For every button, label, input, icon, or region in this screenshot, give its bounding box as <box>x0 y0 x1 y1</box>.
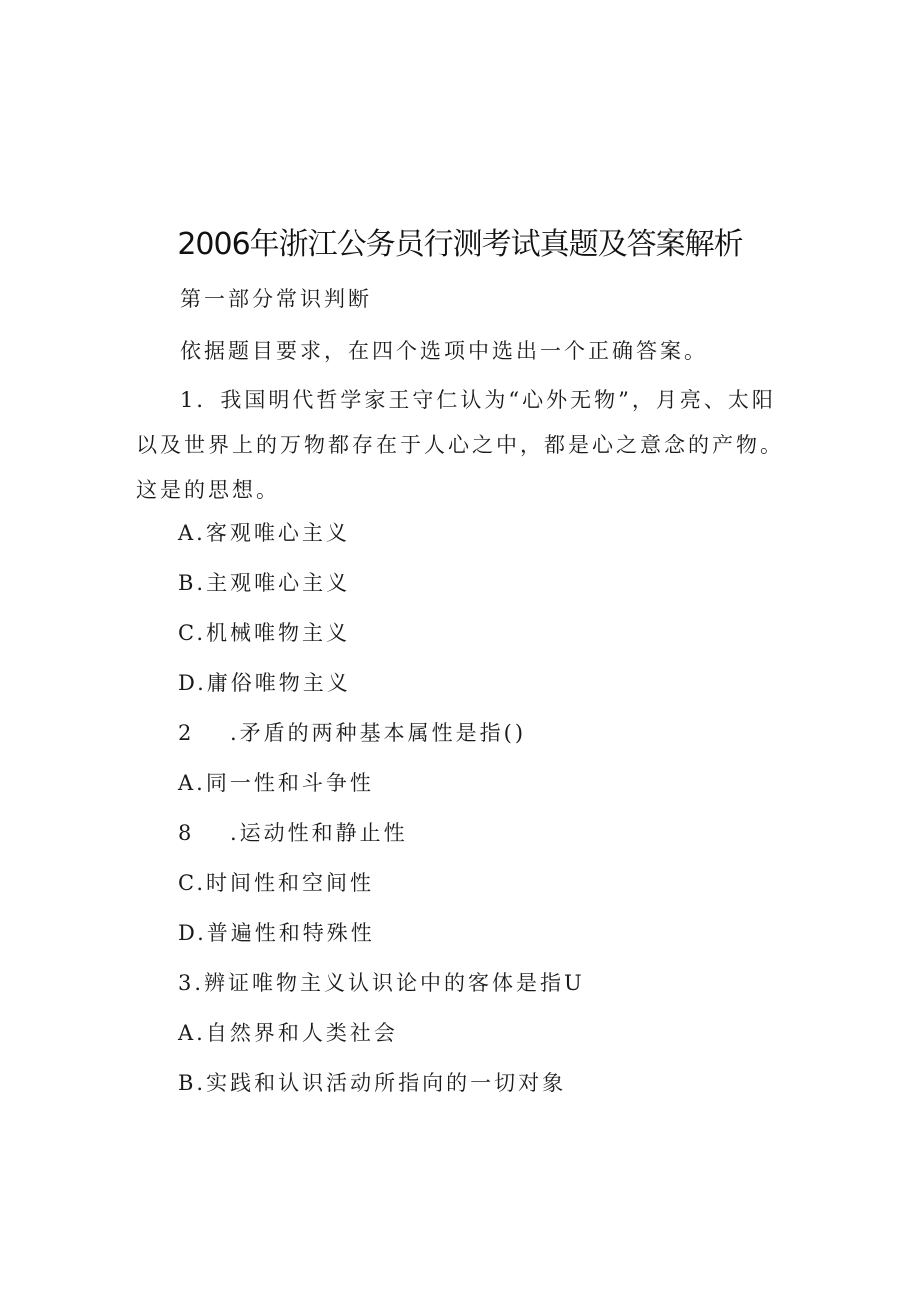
q1-option-b: B.主观唯心主义 <box>178 571 351 595</box>
section-heading: 第一部分常识判断 <box>180 287 372 311</box>
question-1-stem: 1．我国明代哲学家王守仁认为“心外无物”，月亮、太阳以及世界上的万物都存在于人心之中，都是心之意念的产物。这是的思想。 <box>136 388 784 502</box>
q3-option-a: A.自然界和人类社会 <box>178 1021 398 1045</box>
instruction-text: 依据题目要求，在四个选项中选出一个正确答案。 <box>180 339 708 363</box>
document-title: 2006年浙江公务员行测考试真题及答案解析 <box>177 227 743 262</box>
q2-option-a: A.同一性和斗争性 <box>178 771 374 795</box>
question-2-text: .矛盾的两种基本属性是指() <box>230 721 527 745</box>
q1-option-c: C.机械唯物主义 <box>178 621 350 645</box>
q2-option-b-text: .运动性和静止性 <box>230 821 408 845</box>
q1-option-a: A.客观唯心主义 <box>178 521 350 545</box>
question-3-stem: 3.辨证唯物主义认识论中的客体是指U <box>178 971 585 995</box>
q1-option-d: D.庸俗唯物主义 <box>178 671 351 695</box>
question-2-number: 2 <box>178 721 195 745</box>
q2-option-b <box>178 818 408 848</box>
q3-option-b: B.实践和认识活动所指向的一切对象 <box>178 1071 567 1095</box>
question-2-stem <box>178 718 526 748</box>
q2-option-d: D.普遍性和特殊性 <box>178 921 375 945</box>
q2-option-b-number: 8 <box>178 821 195 845</box>
q2-option-c: C.时间性和空间性 <box>178 871 374 895</box>
